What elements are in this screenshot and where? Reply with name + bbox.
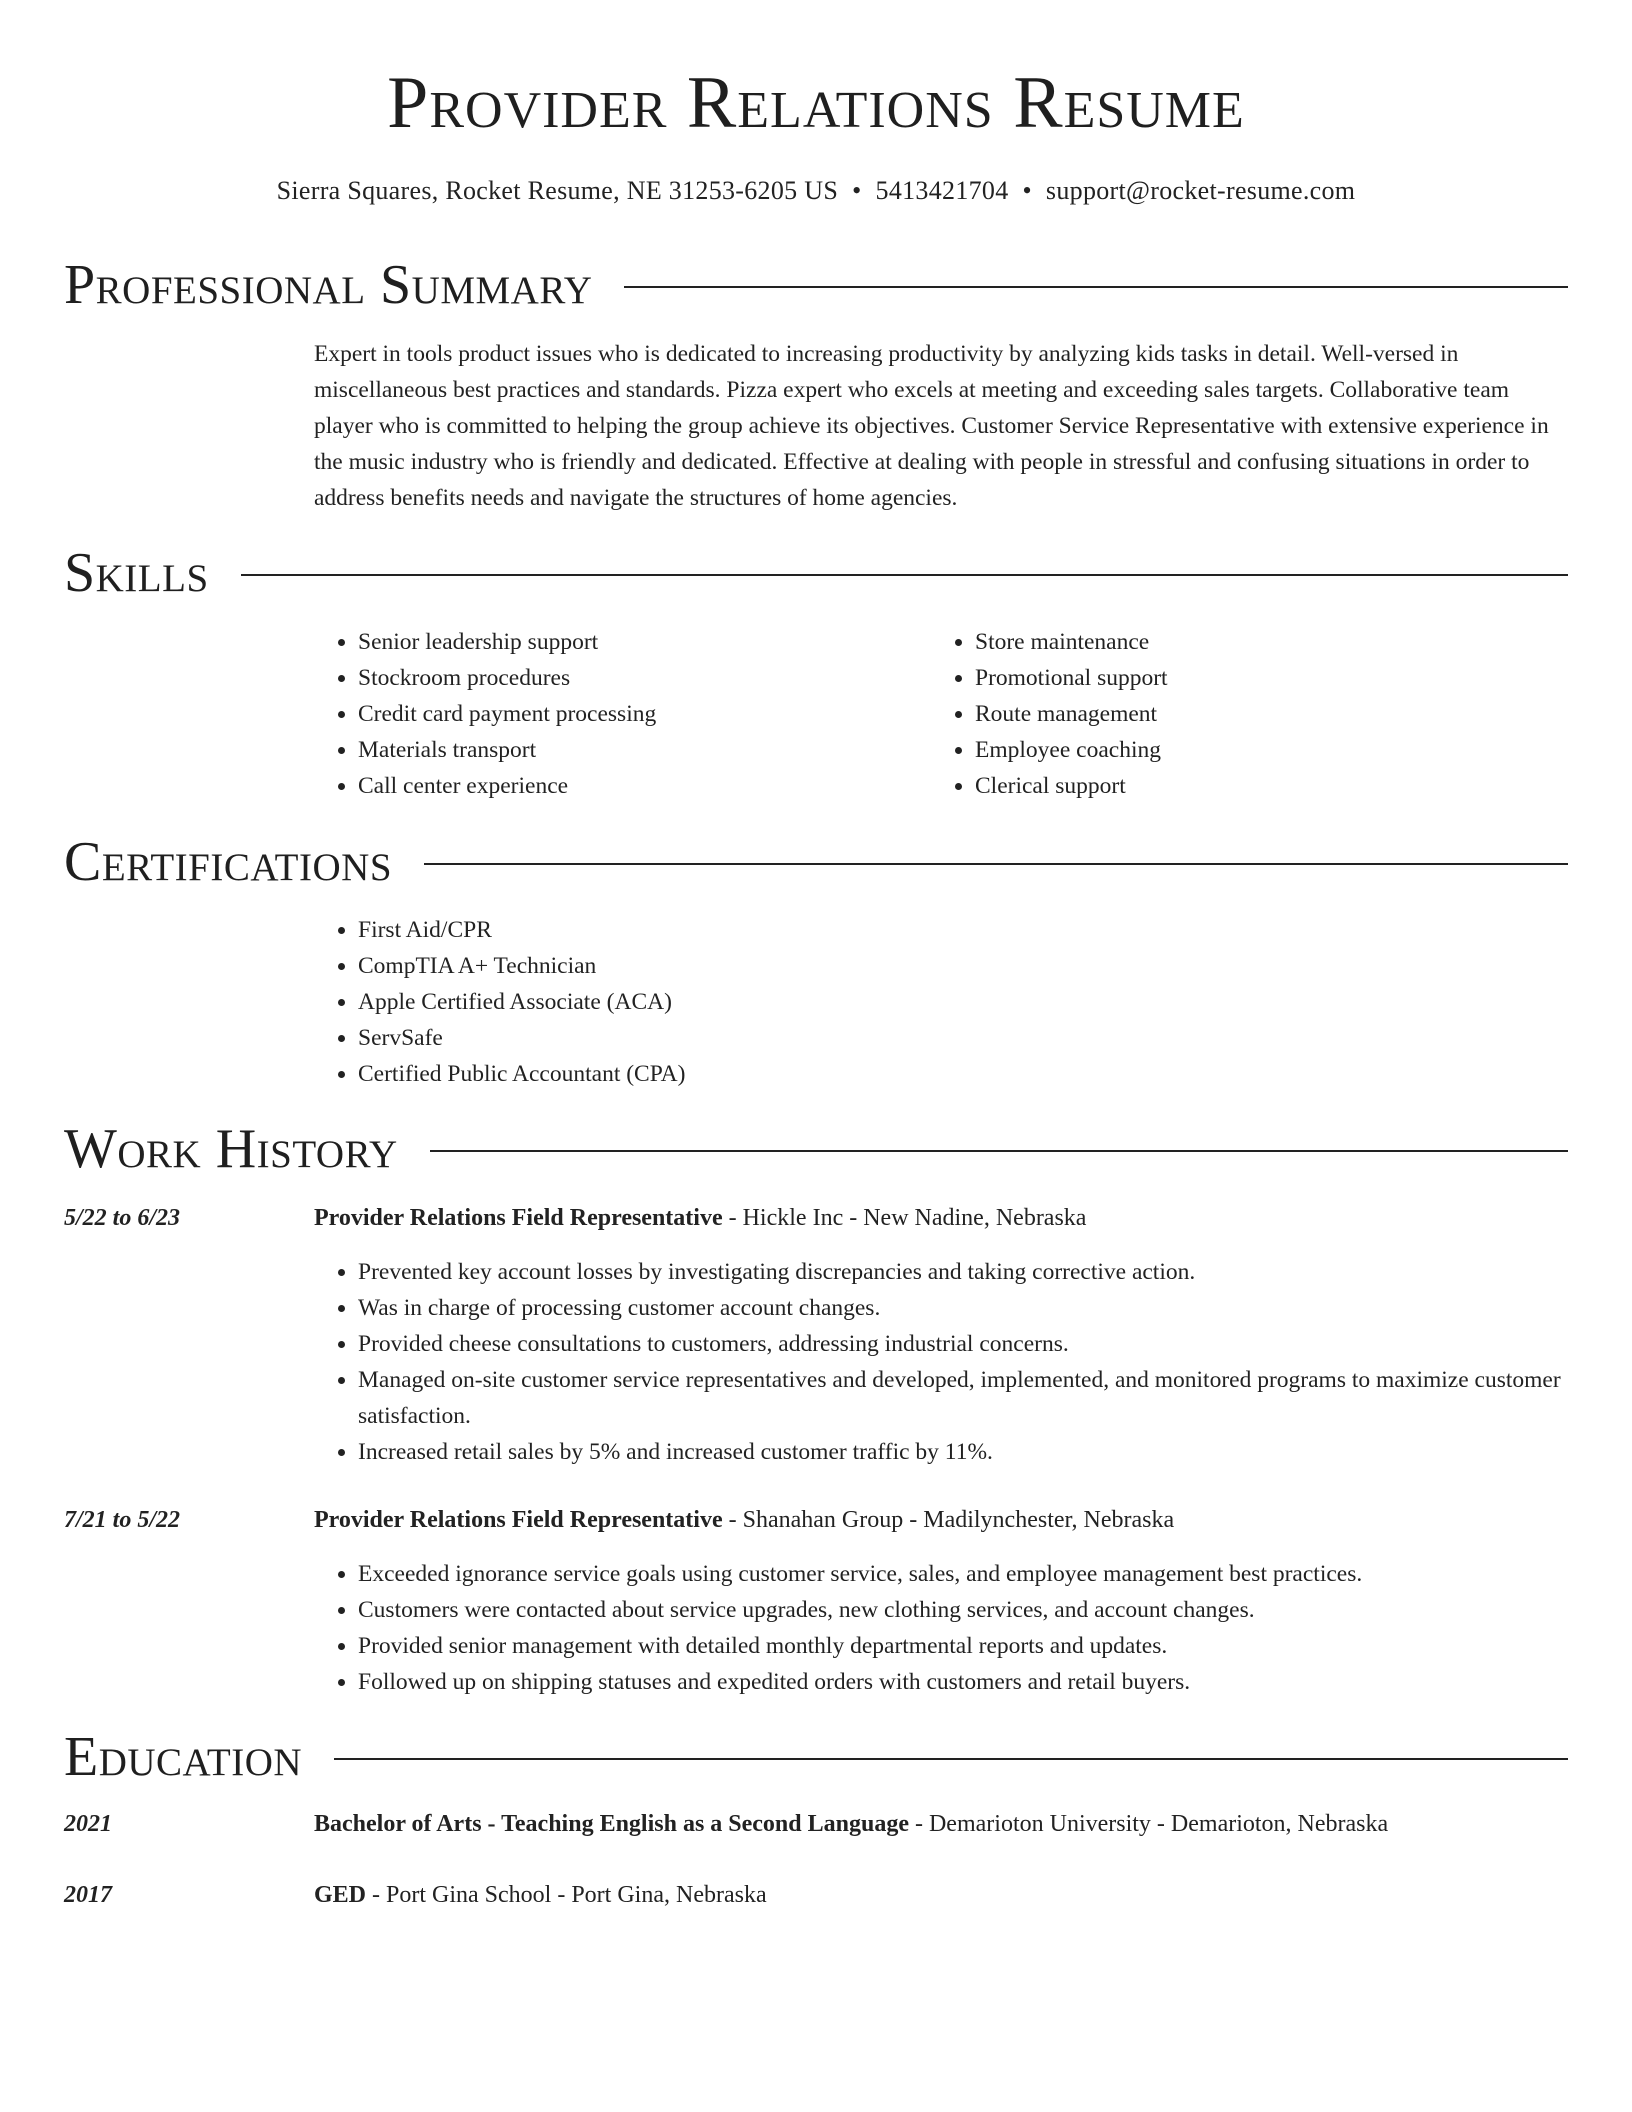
certification-item: • First Aid/CPR [358, 912, 1568, 948]
skills-list-right [931, 624, 1548, 804]
skill-item: • Store maintenance [975, 624, 1548, 660]
education-year: 2021 [64, 1811, 112, 1837]
section-header-work [64, 1116, 1568, 1182]
skills-list-left [314, 624, 931, 804]
job-title: Provider Relations Field Representative [314, 1507, 723, 1533]
section-divider [430, 1150, 1568, 1152]
job-bullet: • Provided cheese consultations to customers, addressing industrial concerns. [358, 1326, 1568, 1362]
section-header-skills [64, 540, 1568, 606]
section-title-work: Work History [64, 1118, 398, 1180]
certification-item: • Apple Certified Associate (ACA) [358, 984, 1568, 1020]
skill-item: • Materials transport [358, 732, 931, 768]
education-degree: GED [314, 1882, 367, 1908]
contact-line [0, 174, 1632, 208]
job-employer: - Hickle Inc - New Nadine, Nebraska [722, 1205, 1087, 1231]
skill-item: • Clerical support [975, 768, 1548, 804]
job-header [314, 1502, 1568, 1538]
certifications-list [314, 912, 1568, 1092]
contact-separator: • [852, 176, 862, 205]
skills-grid [314, 624, 1568, 804]
skill-item: • Route management [975, 696, 1548, 732]
certifications-block [314, 912, 1568, 1092]
job-bullet: • Increased retail sales by 5% and increased customer traffic by 11%. [358, 1434, 1568, 1470]
section-divider [334, 1758, 1568, 1760]
job-bullet: • Exceeded ignorance service goals using customer service, sales, and employee management best practices. [358, 1556, 1568, 1592]
job-bullet: • Provided senior management with detailed monthly departmental reports and updates. [358, 1628, 1568, 1664]
skill-item: • Credit card payment processing [358, 696, 931, 732]
job-dates: 5/22 to 6/23 [64, 1205, 181, 1231]
education-school: - Demarioton University - Demarioton, Nebraska [908, 1811, 1389, 1837]
job-bullets [314, 1254, 1568, 1470]
certification-item: • ServSafe [358, 1020, 1568, 1056]
job-header [314, 1200, 1568, 1236]
section-title-skills: Skills [64, 542, 209, 604]
section-header-certifications [64, 829, 1568, 895]
skill-item: • Senior leadership support [358, 624, 931, 660]
job-bullets-block [314, 1556, 1568, 1700]
certification-item: • CompTIA A+ Technician [358, 948, 1568, 984]
skills-column-left [314, 624, 931, 804]
resume-title: Provider Relations Resume [387, 62, 1245, 144]
contact-address: Sierra Squares, Rocket Resume, NE 31253-6205 US [276, 176, 839, 205]
contact-phone: 5413421704 [875, 176, 1009, 205]
skill-item: • Stockroom procedures [358, 660, 931, 696]
education-entry [314, 1877, 1568, 1913]
job-bullet: • Managed on-site customer service representatives and developed, implemented, and monitored programs to maximize customer satisfaction. [358, 1362, 1568, 1434]
summary-block [314, 336, 1568, 516]
summary-text: Expert in tools product issues who is dedicated to increasing productivity by analyzing kids tasks in detail. Well-versed in miscellaneous best practices and standards. Pizza expert who excels at meeting and exceeding sales targets. Collaborative team player who is committed to helping the group achieve its objectives. Customer Service Representative with extensive experience in the music industry who is friendly and dedicated. Effective at dealing with people in stressful and confusing situations in order to address benefits needs and navigate the structures of home agencies. [314, 341, 1549, 511]
job-title: Provider Relations Field Representative [314, 1205, 723, 1231]
job-bullet: • Prevented key account losses by investigating discrepancies and taking corrective action. [358, 1254, 1568, 1290]
skill-item: • Promotional support [975, 660, 1548, 696]
education-year: 2017 [64, 1882, 112, 1908]
job-bullet: • Customers were contacted about service upgrades, new clothing services, and account changes. [358, 1592, 1568, 1628]
job-bullets [314, 1556, 1568, 1700]
section-divider [241, 574, 1568, 576]
education-degree: Bachelor of Arts - Teaching English as a Second Language [314, 1811, 909, 1837]
contact-separator: • [1022, 176, 1032, 205]
job-dates: 7/21 to 5/22 [64, 1507, 181, 1533]
contact-email: support@rocket-resume.com [1045, 176, 1356, 205]
education-school: - Port Gina School - Port Gina, Nebraska [366, 1882, 767, 1908]
section-title-summary: Professional Summary [64, 254, 593, 316]
skill-item: • Call center experience [358, 768, 931, 804]
job-bullet: • Followed up on shipping statuses and expedited orders with customers and retail buyers. [358, 1664, 1568, 1700]
skills-column-right [931, 624, 1548, 804]
job-bullet: • Was in charge of processing customer account changes. [358, 1290, 1568, 1326]
section-title-education: Education [64, 1726, 303, 1788]
section-title-certifications: Certifications [64, 831, 393, 893]
section-header-education [64, 1724, 1568, 1790]
skill-item: • Employee coaching [975, 732, 1548, 768]
job-employer: - Shanahan Group - Madilynchester, Nebraska [722, 1507, 1175, 1533]
section-header-summary [64, 252, 1568, 318]
education-entry [314, 1806, 1568, 1842]
section-divider [424, 863, 1568, 865]
certification-item: • Certified Public Accountant (CPA) [358, 1056, 1568, 1092]
section-divider [624, 286, 1568, 288]
job-bullets-block [314, 1254, 1568, 1470]
